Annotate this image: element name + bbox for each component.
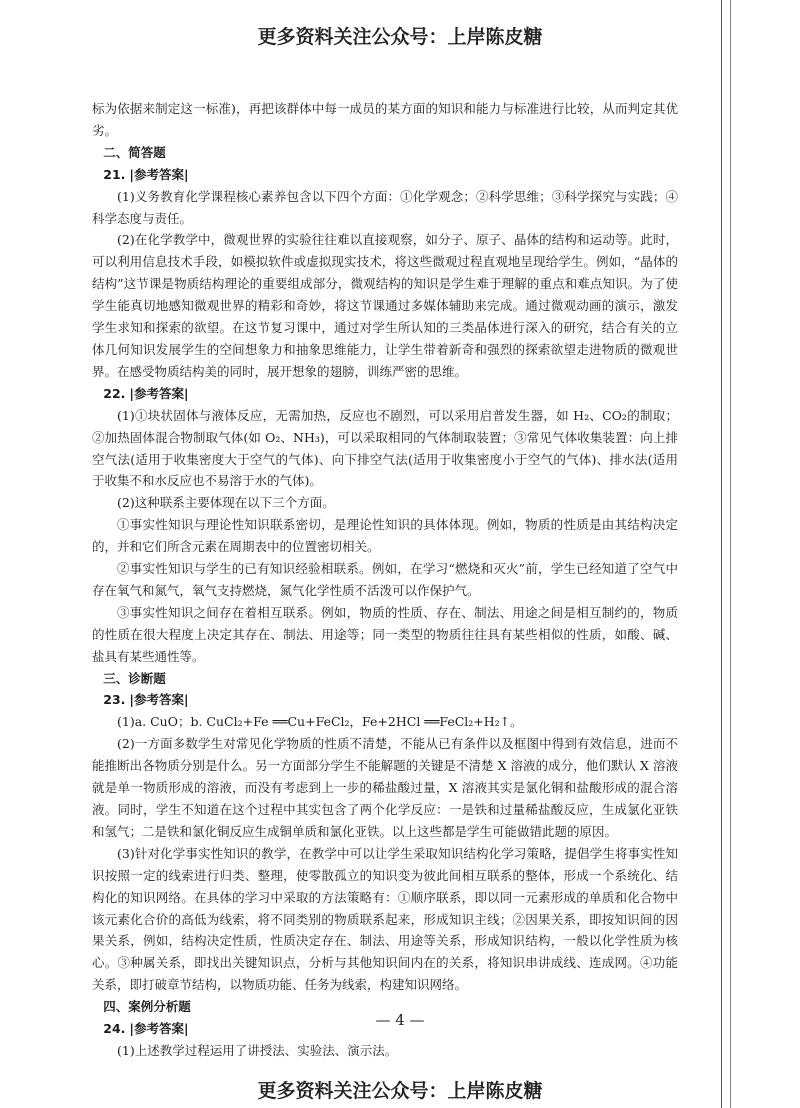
q21-part1: (1)义务教育化学课程核心素养包含以下四个方面：①化学观念；②科学思维；③科学探究与实践；④科学态度与责任。 — [92, 188, 678, 226]
q22-point1: ①事实性知识与理论性知识联系密切，是理论性知识的具体体现。例如，物质的性质是由其结构决定的，并和它们所含元素在周期表中的位置密切相关。 — [92, 517, 678, 555]
binding-rule-line-inner — [730, 0, 731, 1108]
section-heading-diagnosis: 三、诊断题 — [103, 670, 166, 686]
intro-paragraph: 标为依据来制定这一标准)，再把该群体中每一成员的某方面的知识和能力与标准进行比较，从而判定其优劣。 — [92, 101, 678, 138]
promo-banner-bottom: 更多资料关注公众号：上岸陈皮糖 — [257, 1080, 543, 1102]
reference-answer-label: |参考答案| — [129, 385, 189, 401]
q24-part1: (1)上述教学过程运用了讲授法、实验法、演示法。 — [117, 1042, 398, 1058]
q22-part2: (2)这种联系主要体现在以下三个方面。 — [117, 495, 335, 511]
question-number: 21. — [103, 166, 126, 182]
question-number: 24. — [103, 1021, 126, 1037]
q22-part1: (1)①块状固体与液体反应，无需加热，反应也不剧烈，可以采用启普发生器，如 H₂、CO₂的制取；②加热固体混合物制取气体(如 O₂、NH₃)，可以采取相同的气体制取装置；③常见气体收集装置：向上排空气法(适用于收集密度大于空气的气体)、向下排空气法(适用于收集密度小于空气的气体)、排水法(适用于收集不和水反应也不易溶于水的气体)。 — [92, 407, 678, 489]
promo-banner-top: 更多资料关注公众号：上岸陈皮糖 — [257, 26, 543, 48]
question-number: 23. — [103, 692, 126, 708]
q23-part1: (1)a. CuO；b. CuCl₂+Fe ══Cu+FeCl₂，Fe+2HCl ══FeCl₂+H₂↑。 — [117, 714, 523, 730]
q22-point3: ③事实性知识之间存在着相互联系。例如，物质的性质、存在、制法、用途之间是相互制约的，物质的性质在很大程度上决定其存在、制法、用途等；同一类型的物质往往具有某些相似的性质，如酸、碱、盐具有某些通性等。 — [92, 604, 678, 664]
binding-rule-line — [721, 0, 722, 1108]
question-23-header — [92, 689, 678, 711]
q23-part3: (3)针对化学事实性知识的教学，在教学中可以让学生采取知识结构化学习策略，提倡学生将事实性知识按照一定的线索进行归类、整理，使零散孤立的知识变为彼此间相互联系的整体，形成一个系统化、结构化的知识网络。在具体的学习中采取的方法策略有：①顺序联系，即以同一元素形成的单质和化合物中该元素化合价的高低为线索，将不同类别的物质联系起来，形成知识主线；②因果关系，即按知识间的因果关系，例如，结构决定性质，性质决定存在、制法、用途等关系，形成知识结构，一般以化学性质为核心。③种属关系，即找出关键知识点，分析与其他知识间内在的关系，将知识串讲成线、连成网。④功能关系，即打破章节结构，以物质功能、任务为线索，构建知识网络。 — [92, 845, 678, 993]
answer-content — [92, 98, 678, 1062]
q22-point2: ②事实性知识与学生的已有知识经验相联系。例如，在学习“燃烧和灭火”前，学生已经知道了空气中存在氧气和氮气，氧气支持燃烧，氮气化学性质不活泼可以作保护气。 — [92, 561, 678, 598]
q21-part2: (2)在化学教学中，微观世界的实验往往难以直接观察，如分子、原子、晶体的结构和运动等。此时，可以利用信息技术手段，如模拟软件或虚拟现实技术，将这些微观过程直观地呈现给学生。例如，“晶体的结构”这节课是物质结构理论的重要组成部分，微观结构的知识是学生难于理解的重点和难点知识。为了使学生能真切地感知微观世界的精彩和奇妙，将这节课通过多媒体辅助来完成。通过微观动画的演示，激发学生求知和探索的欲望。在这节复习课中，通过对学生所认知的三类晶体进行深入的研究，结合有关的立体几何知识发展学生的空间想象力和抽象思维能力，让学生带着新奇和强烈的探索欲望走进物质的微观世界。在感受物质结构美的同时，展开想象的翅膀，训练严密的思维。 — [92, 232, 678, 379]
reference-answer-label: |参考答案| — [129, 1021, 189, 1037]
reference-answer-label: |参考答案| — [129, 692, 189, 708]
q23-part2: (2)一方面多数学生对常见化学物质的性质不清楚，不能从已有条件以及框图中得到有效信息，进而不能推断出各物质分别是什么。另一方面部分学生不能解题的关键是不清楚 X 溶液的成分，他们默认 X 溶液就是单一物质形成的溶液，而没有考虑到上一步的稀盐酸过量，X 溶液其实是氯化铜和盐酸形成的混合溶液。同时，学生不知道在这个过程中其实包含了两个化学反应：一是铁和过量稀盐酸反应，生成氯化亚铁和氢气；二是铁和氯化铜反应生成铜单质和氯化亚铁。以上这些都是学生可能做错此题的原因。 — [92, 736, 678, 839]
question-21-header — [92, 164, 678, 186]
question-number: 22. — [103, 385, 126, 401]
section-heading-case-analysis: 四、案例分析题 — [103, 999, 191, 1015]
question-22-header — [92, 383, 678, 405]
section-heading-short-answer: 二、简答题 — [103, 144, 166, 160]
page-number: — 4 — — [375, 1011, 425, 1029]
reference-answer-label: |参考答案| — [129, 166, 189, 182]
